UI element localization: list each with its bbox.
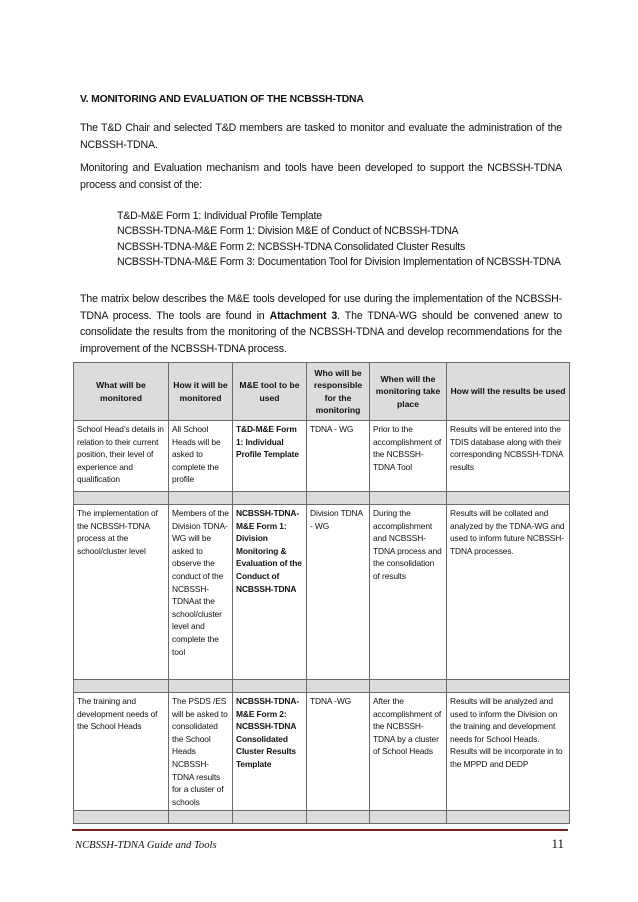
table-cell: Results will be analyzed and used to inform the Division on the training and development needs for School Heads. Results will be incorporate in to the MPPD and DEDP xyxy=(447,693,570,811)
mechanism-paragraph: Monitoring and Evaluation mechanism and tools have been developed to support the NCBSSH-TDNA process and consist of the: xyxy=(80,162,562,191)
table-cell: Division TDNA - WG xyxy=(307,505,370,680)
matrix-paragraph xyxy=(80,291,562,357)
table-cell: During the accomplishment and NCBSSH-TDNA process and the consolidation of results xyxy=(370,505,447,680)
table-row xyxy=(74,693,570,811)
column-header: M&E tool to be used xyxy=(233,363,307,421)
table-spacer-row xyxy=(74,811,570,824)
table-cell: Results will be entered into the TDIS database along with their corresponding NCBSSH-TDNA results xyxy=(447,421,570,492)
column-header: What will be monitored xyxy=(74,363,169,421)
section-heading: V. MONITORING AND EVALUATION OF THE NCBSSH-TDNA xyxy=(80,94,364,105)
table-cell: TDNA - WG xyxy=(307,421,370,492)
matrix-paragraph-text: The matrix below describes the M&E tools developed for use during the implementation of the NCBSSH-TDNA process. The tools are found in xyxy=(80,293,562,322)
table-spacer-row xyxy=(74,680,570,693)
column-header: How will the results be used xyxy=(447,363,570,421)
table-cell: All School Heads will be asked to complete the profile xyxy=(169,421,233,492)
table-cell: T&D-M&E Form 1: Individual Profile Template xyxy=(233,421,307,492)
me-matrix-table xyxy=(73,362,570,824)
column-header: How it will be monitored xyxy=(169,363,233,421)
forms-list xyxy=(117,209,562,271)
column-header: Who will be responsible for the monitoring xyxy=(307,363,370,421)
table-cell: Members of the Division TDNA- WG will be asked to observe the conduct of the NCBSSH-TDNAat the school/cluster level and complete the tool xyxy=(169,505,233,680)
forms-list-item: NCBSSH-TDNA-M&E Form 1: Division M&E of Conduct of NCBSSH-TDNA xyxy=(117,225,459,238)
column-header: When will the monitoring take place xyxy=(370,363,447,421)
forms-list-item: T&D-M&E Form 1: Individual Profile Template xyxy=(117,210,322,222)
forms-list-item: NCBSSH-TDNA-M&E Form 3: Documentation Tool for Division Implementation of NCBSSH-TDNA xyxy=(117,256,561,269)
table-cell: The PSDS /ES will be asked to consolidated the School Heads NCBSSH-TDNA results for a cluster of schools xyxy=(169,693,233,811)
table-row xyxy=(74,421,570,492)
table-cell: Results will be collated and analyzed by the TDNA-WG and used to inform future NCBSSH-TDNA processes. xyxy=(447,505,570,680)
forms-list-item: NCBSSH-TDNA-M&E Form 2: NCBSSH-TDNA Consolidated Cluster Results xyxy=(117,240,466,253)
table-row xyxy=(74,505,570,680)
table-cell: The training and development needs of the School Heads xyxy=(74,693,169,811)
attachment-reference: Attachment 3 xyxy=(269,309,338,322)
footer-title: NCBSSH-TDNA Guide and Tools xyxy=(75,840,217,851)
table-cell: NCBSSH-TDNA-M&E Form 2: NCBSSH-TDNA Consolidated Cluster Results Template xyxy=(233,693,307,811)
matrix-paragraph-text: . The TDNA-WG should be convened anew to consolidate the results from the monitoring of the NCBSSH-TDNA and develop recommendations for the improvement of the NCBSSH-TDNA process. xyxy=(80,309,562,355)
page-number: 11 xyxy=(551,836,564,851)
intro-paragraph: The T&D Chair and selected T&D members are tasked to monitor and evaluate the administration of the NCBSSH-TDNA. xyxy=(80,122,562,151)
table-cell: Prior to the accomplishment of the NCBSSH-TDNA Tool xyxy=(370,421,447,492)
table-cell: TDNA -WG xyxy=(307,693,370,811)
table-cell: After the accomplishment of the NCBSSH-TDNA by a cluster of School Heads xyxy=(370,693,447,811)
footer-rule xyxy=(72,829,568,831)
table-cell: The implementation of the NCBSSH-TDNA process at the school/cluster level xyxy=(74,505,169,680)
table-cell: School Head’s details in relation to their current position, their level of experience and qualification xyxy=(74,421,169,492)
table-cell: NCBSSH-TDNA-M&E Form 1: Division Monitoring & Evaluation of the Conduct of NCBSSH-TDNA xyxy=(233,505,307,680)
table-spacer-row xyxy=(74,492,570,505)
table-header-row xyxy=(74,363,570,421)
